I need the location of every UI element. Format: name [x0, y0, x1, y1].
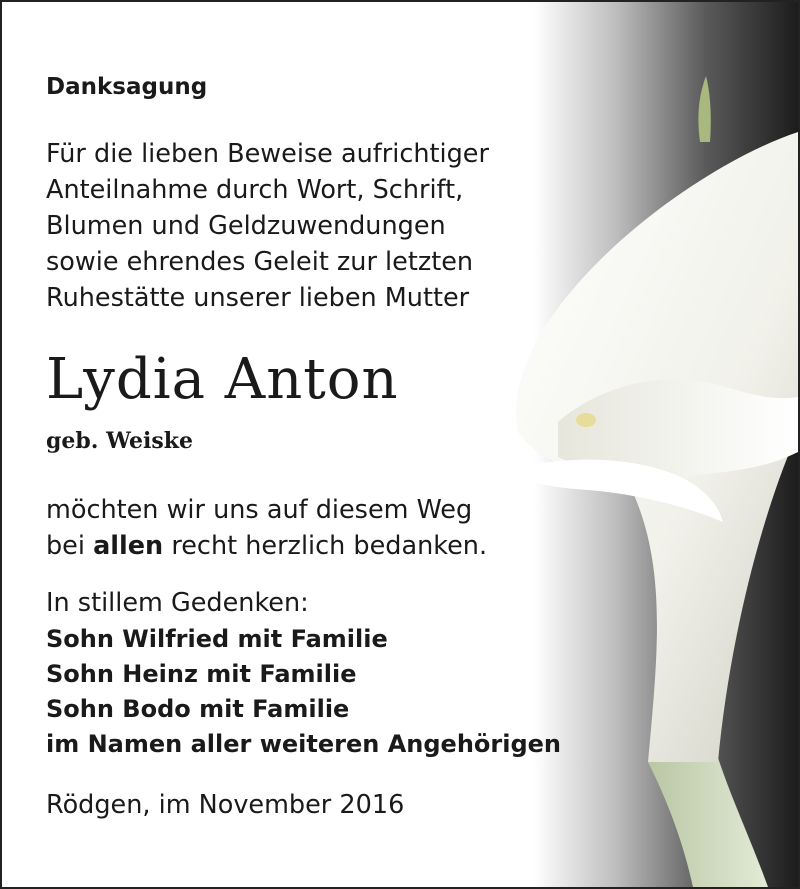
place-date: Rödgen, im November 2016 — [46, 790, 405, 820]
deceased-name: Lydia Anton — [46, 347, 399, 412]
thanks-paragraph — [46, 492, 487, 564]
signer: im Namen aller weiteren Angehörigen — [46, 730, 561, 758]
heading: Danksagung — [46, 74, 208, 100]
signer: Sohn Wilfried mit Familie — [46, 625, 388, 653]
maiden-name: geb. Weiske — [46, 428, 193, 454]
thanks-emphasis: allen — [93, 531, 164, 561]
thanks-pre: bei — [46, 531, 94, 561]
thanks-line-2 — [46, 528, 487, 564]
memory-label: In stillem Gedenken: — [46, 588, 309, 618]
signers-list — [46, 622, 561, 762]
intro-line: Anteilnahme durch Wort, Schrift, — [46, 175, 464, 205]
thanks-post: recht herzlich bedanken. — [163, 531, 488, 561]
signer: Sohn Bodo mit Familie — [46, 695, 350, 723]
intro-line: Blumen und Geldzuwendungen — [46, 211, 446, 241]
intro-paragraph — [46, 136, 489, 316]
intro-line: sowie ehrendes Geleit zur letzten — [46, 247, 474, 277]
signer: Sohn Heinz mit Familie — [46, 660, 357, 688]
intro-line: Ruhestätte unserer lieben Mutter — [46, 283, 470, 313]
intro-line: Für die lieben Beweise aufrichtiger — [46, 139, 489, 169]
thanks-line-1: möchten wir uns auf diesem Weg — [46, 495, 473, 525]
